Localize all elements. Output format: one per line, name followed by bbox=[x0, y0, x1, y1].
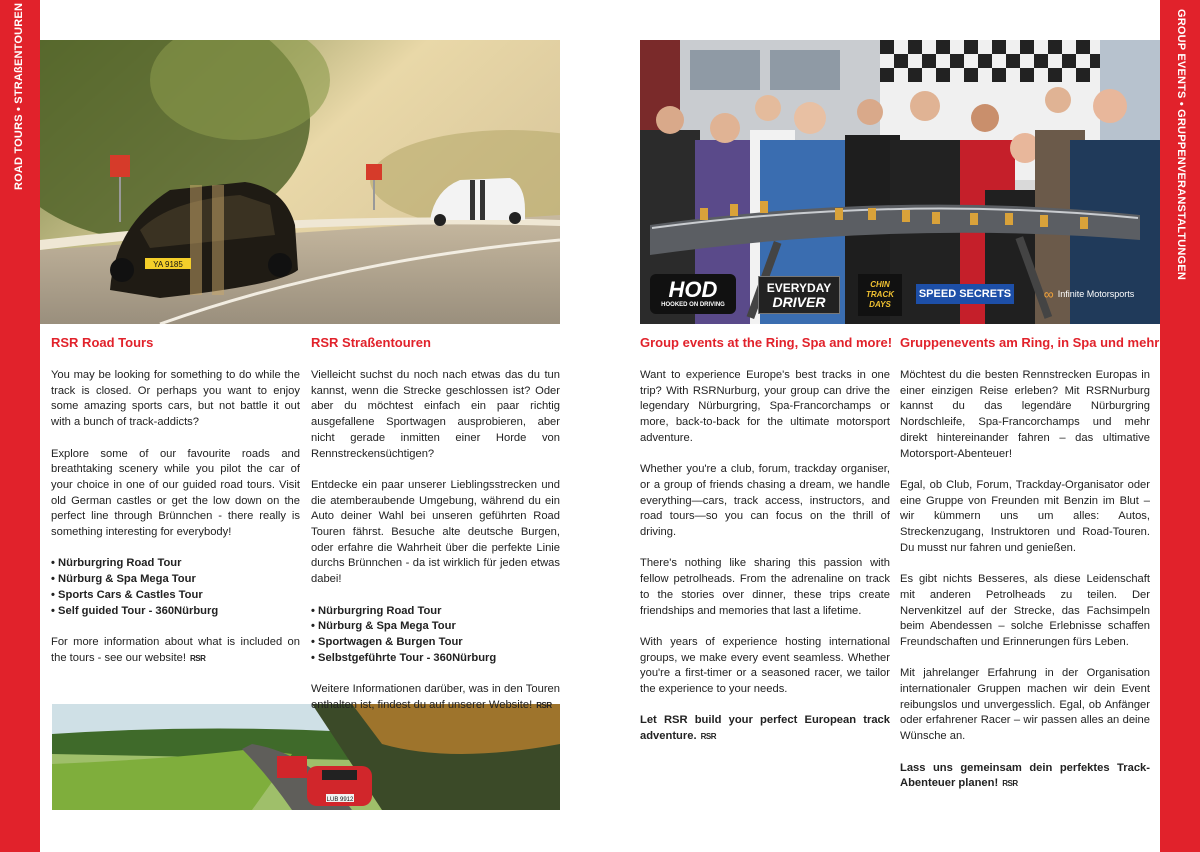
chin-line1: CHIN bbox=[870, 280, 890, 289]
road-tours-en-p3: For more information about what is included on the tours - see our website! bbox=[51, 635, 300, 664]
infinity-icon: ∞ bbox=[1043, 286, 1054, 302]
road-tours-en-title: RSR Road Tours bbox=[51, 335, 154, 350]
road-tours-en-list bbox=[51, 556, 300, 619]
forest-car-plate: LUB 9912 bbox=[326, 797, 354, 803]
road-tours-en-p2: Explore some of our favourite roads and breathtaking scenery while you pilot the car of your choice in one of our guided road tours. Visit old German castles or get the low down on the perfect line through Brünnchen - there really is something interesting for everybody! bbox=[51, 447, 300, 539]
list-item: • Nürburg & Spa Mega Tour bbox=[51, 572, 300, 588]
chin-track-days-logo bbox=[858, 274, 902, 316]
group-de-p2: Egal, ob Club, Forum, Trackday-Organisator oder eine Gruppe von Freunden mit Benzin im Blut – wir kümmern uns um alles: Autos, Streckenzugang, Instruktoren und Road-Touren. Du musst nur fahren und genießen. bbox=[900, 478, 1150, 554]
group-de-body bbox=[900, 368, 1150, 808]
road-tours-de-title: RSR Straßentouren bbox=[311, 335, 431, 350]
everyday-driver-line2: DRIVER bbox=[772, 293, 826, 310]
road-tours-de-p3: Weitere Informationen darüber, was in den Touren enthalten ist, findest du auf unserer Website! bbox=[311, 683, 560, 711]
list-item: • Self guided Tour - 360Nürburg bbox=[51, 604, 300, 620]
speed-secrets-text: SPEED SECRETS bbox=[918, 288, 1012, 300]
road-tours-de-p1: Vielleicht suchst du noch nach etwas das du tun kannst, wenn die Strecke geschlossen ist? Oder aber du möchtest einfach ein paar richtig ausgefallene Sportwagen ausprobieren, aber nicht gerade inmitten einer Horde von Rennstreckensüchtigen? bbox=[311, 369, 560, 460]
group-en-p5: Let RSR build your perfect European track adventure. bbox=[640, 714, 890, 743]
rsr-mark-icon: RSR bbox=[536, 700, 552, 710]
right-side-label: GROUP EVENTS • GRUPPENVERANSTALTUNGEN bbox=[1175, 8, 1187, 280]
group-de-p4: Mit jahrelanger Erfahrung in der Organisation internationaler Gruppen machen wir dein Event reibungslos und unvergesslich. Egal, ob Anfänger oder erfahrener Racer – wir passen alles an deine Wünsche an. bbox=[900, 667, 1150, 743]
group-en-title: Group events at the Ring, Spa and more! bbox=[640, 335, 893, 350]
group-en-p3: There's nothing like sharing this passion with fellow petrolheads. From the adrenaline on track to the stories over dinner, these trips create friendships and memories that last a lifetime. bbox=[640, 557, 890, 617]
rsr-mark-icon: RSR bbox=[1002, 779, 1018, 789]
list-item: • Sports Cars & Castles Tour bbox=[51, 588, 300, 604]
rsr-mark-icon: RSR bbox=[700, 732, 716, 742]
list-item: • Nürburgring Road Tour bbox=[51, 556, 300, 572]
porsche-plate: YA 9185 bbox=[153, 260, 183, 269]
chin-line2: TRACK bbox=[866, 290, 894, 299]
group-de-title: Gruppenevents am Ring, in Spa und mehr! bbox=[900, 335, 1164, 350]
everyday-driver-line1: EVERYDAY bbox=[766, 280, 832, 295]
road-tour-photo bbox=[40, 40, 560, 324]
hod-logo bbox=[650, 274, 736, 314]
chin-line3: DAYS bbox=[869, 300, 891, 309]
everyday-driver-logo bbox=[758, 276, 840, 314]
hod-logo-sub: HOOKED ON DRIVING bbox=[661, 302, 725, 308]
list-item: • Nürburgring Road Tour bbox=[311, 604, 560, 620]
speed-secrets-logo bbox=[916, 284, 1014, 304]
list-item: • Selbstgeführte Tour - 360Nürburg bbox=[311, 651, 560, 667]
group-en-body bbox=[640, 368, 890, 761]
group-de-p3: Es gibt nichts Besseres, als diese Leidenschaft mit anderen Petrolheads zu teilen. Der Nervenkitzel auf der Strecke, das Fachsimpeln beim Abendessen – solche Erlebnisse schaffen Freundschaften und Erinnerungen fürs Leben. bbox=[900, 573, 1150, 648]
road-tours-en-p1: You may be looking for something to do while the track is closed. Or perhaps you want to enjoy some amazing sports cars, but not battle it out with a bunch of track-addicts? bbox=[51, 369, 300, 429]
rsr-mark-icon: RSR bbox=[189, 653, 206, 663]
road-tours-de-p2: Entdecke ein paar unserer Lieblingsstrecken und die atemberaubende Umgebung, während du ein Auto deiner Wahl bei unseren geführten Road Touren fährst. Besuche alte deutsche Burgen, oder erfahre die Wahrheit über die perfekte Linie durchs Brünnchen - da ist wirklich für jeden etwas dabei! bbox=[311, 478, 560, 586]
group-en-p4: With years of experience hosting international groups, we make every event seamless. Whether you're a first-timer or a seasoned racer, we tailor the experience to your needs. bbox=[640, 635, 890, 696]
group-de-p1: Möchtest du die besten Rennstrecken Europas in einer einzigen Reise erleben? Mit RSRNurburg kannst du das legendäre Nürburgring Nordschleife, Spa-Francorchamps und mehr direkt hintereinander fahren – das ultimative Motorsport-Abenteuer! bbox=[900, 369, 1150, 460]
infinite-text: Infinite Motorsports bbox=[1057, 289, 1135, 299]
sponsor-logo-strip bbox=[640, 270, 1160, 324]
road-tours-en-body bbox=[51, 368, 300, 682]
left-side-label: ROAD TOURS • STRAßENTOUREN bbox=[13, 2, 25, 190]
list-item: • Sportwagen & Burgen Tour bbox=[311, 635, 560, 651]
road-tours-de-list bbox=[311, 604, 560, 667]
infinite-motorsports-logo bbox=[1026, 284, 1152, 304]
group-en-p2: Whether you're a club, forum, trackday organiser, or a group of friends chasing a dream, we handle everything—cars, track access, instructors, and road tours—so you can focus on the thrill of driving. bbox=[640, 463, 890, 539]
group-de-p5: Lass uns gemeinsam dein perfektes Track-Abenteuer planen! bbox=[900, 761, 1150, 790]
list-item: • Nürburg & Spa Mega Tour bbox=[311, 619, 560, 635]
group-en-p1: Want to experience Europe's best tracks in one trip? With RSRNurburg, your group can drive the legendary Nürburgring, Spa-Francorchamps or more, back-to-back for the ultimate motorsport adventure. bbox=[640, 369, 890, 444]
road-tours-de-body bbox=[311, 368, 560, 729]
hod-logo-text: HOD bbox=[668, 277, 718, 302]
